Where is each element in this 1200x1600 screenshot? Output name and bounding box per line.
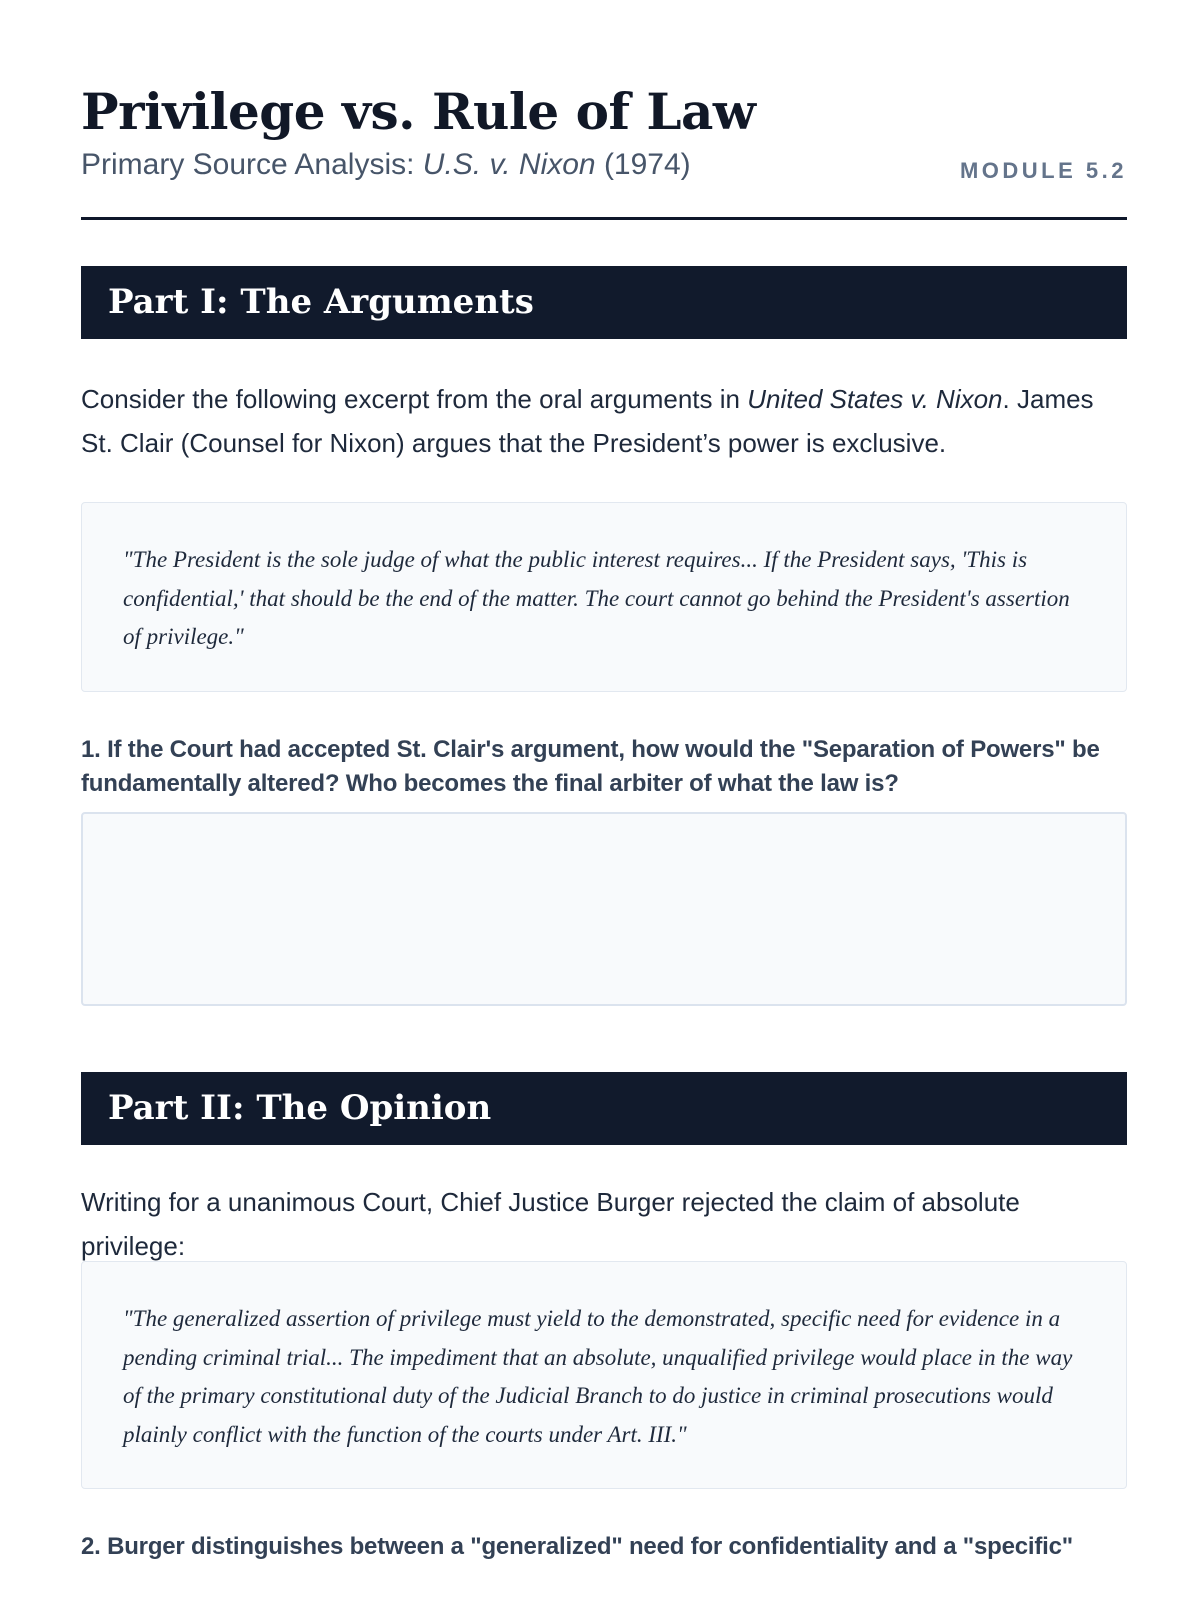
question-1: 1. If the Court had accepted St. Clair's argument, how would the "Separation of Powers" be fundamentally altered? Who becomes the final arbiter of what the law is? <box>81 736 1100 797</box>
burger-quote: "The generalized assertion of privilege must yield to the demonstrated, specific need for evidence in a pending criminal trial... The impediment that an absolute, unqualified privilege would place in the way of the primary constitutional duty of the Judicial Branch to do justice in criminal prosecutions would plainly conflict with the function of the courts under Art. III." <box>123 1306 1073 1447</box>
worksheet-page <box>81 0 1127 1560</box>
module-label: MODULE 5.2 <box>959 158 1127 183</box>
part-1-heading: Part I: The Arguments <box>81 266 1127 339</box>
subtitle-year: (1974) <box>595 148 691 181</box>
part-2-intro: Writing for a unanimous Court, Chief Justice Burger rejected the claim of absolute privilege: <box>81 1187 1020 1261</box>
part-2-heading: Part II: The Opinion <box>81 1072 1127 1145</box>
page-subtitle <box>81 148 691 182</box>
question-1-answer-field[interactable] <box>81 812 1127 1006</box>
st-clair-quote-box <box>81 502 1127 692</box>
part-1-intro-start: Consider the following excerpt from the oral arguments in <box>81 384 748 414</box>
part-1-intro <box>81 377 1127 465</box>
subtitle-case-name: U.S. v. Nixon <box>422 148 596 181</box>
worksheet-header <box>81 0 1127 220</box>
part-1-intro-end: . James St. Clair (Counsel for Nixon) argues that the President’s power is exclusive. <box>81 384 1094 458</box>
st-clair-quote: "The President is the sole judge of what the public interest requires... If the President says, 'This is confidential,' that should be the end of the matter. The court cannot go behind the President's assertion of privilege." <box>123 547 1070 649</box>
question-2: 2. Burger distinguishes between a "generalized" need for confidentiality and a "specific" <box>81 1533 1073 1560</box>
part-1-intro-case-name: United States v. Nixon <box>747 384 1003 414</box>
subtitle-prefix: Primary Source Analysis: <box>81 148 423 181</box>
burger-quote-box <box>81 1261 1127 1489</box>
page-title: Privilege vs. Rule of Law <box>81 82 756 141</box>
